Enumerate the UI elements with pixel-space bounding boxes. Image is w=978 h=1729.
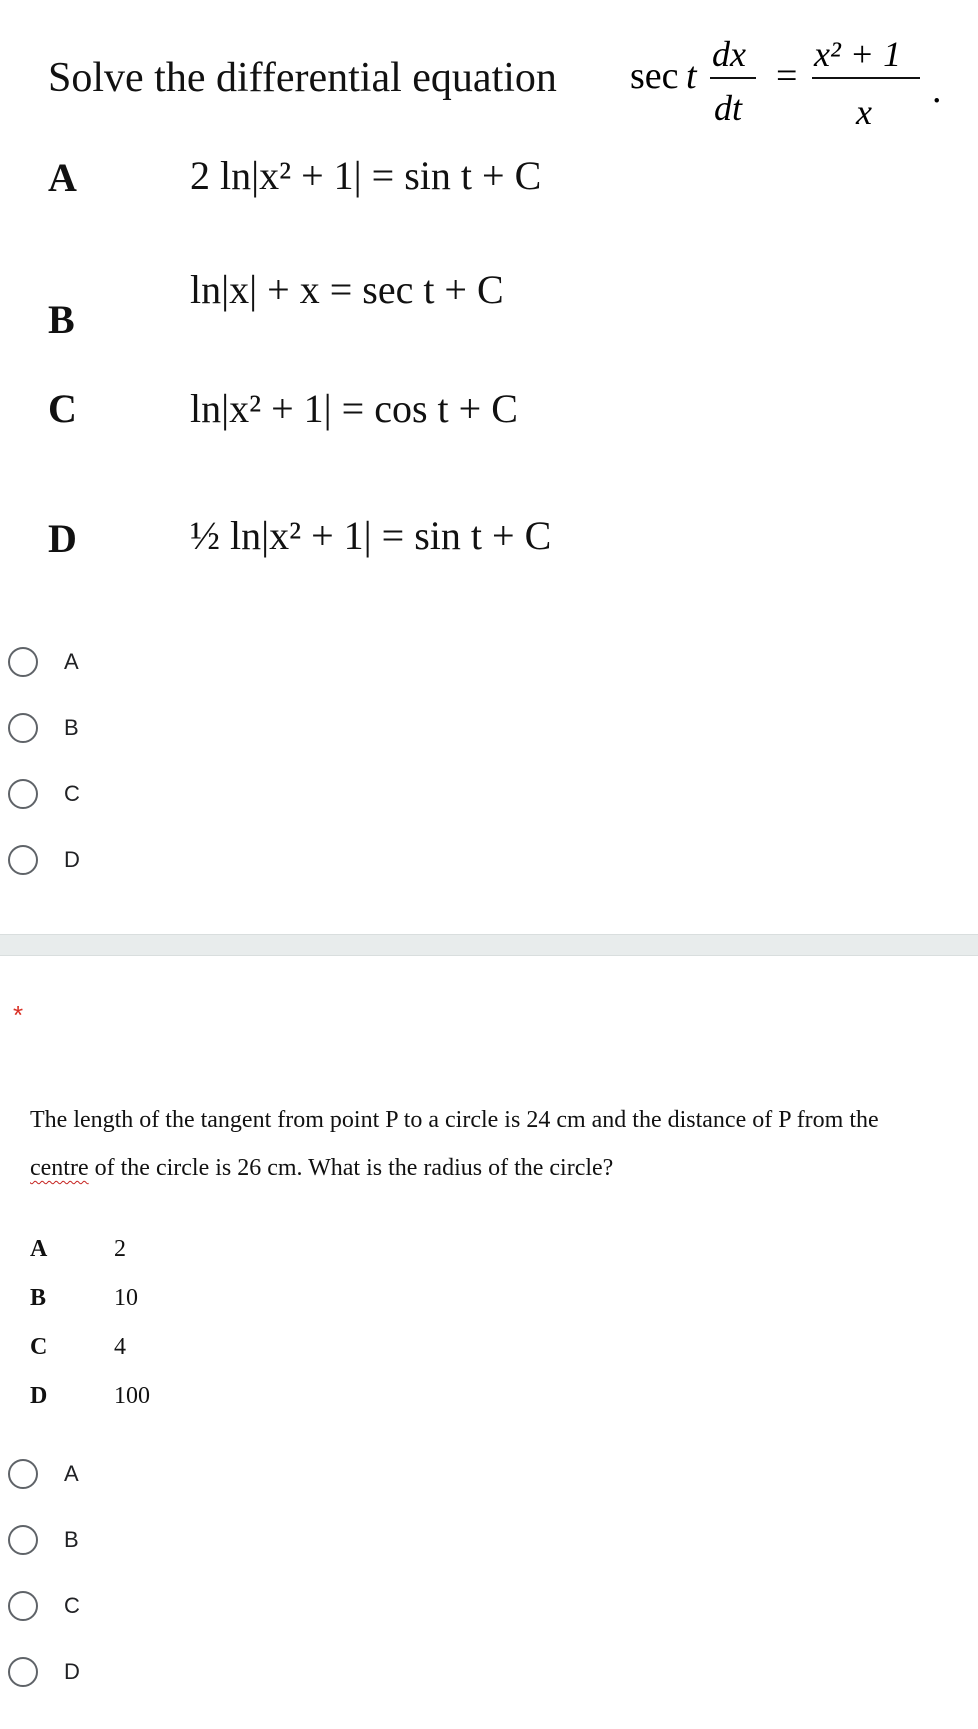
q1-option-letter-a: A (48, 155, 77, 200)
question-2-text (30, 1096, 970, 1192)
q1-option-letter-c: C (48, 386, 77, 431)
q2-radio-d[interactable] (8, 1652, 80, 1692)
q2-radio-c[interactable] (8, 1586, 80, 1626)
eq-equals: = (776, 55, 798, 97)
radio-label: A (64, 1461, 79, 1486)
radio-label: D (64, 847, 80, 872)
q2-option-a (30, 1236, 126, 1263)
radio-label: C (64, 781, 80, 806)
q2-option-value: 100 (114, 1383, 150, 1409)
q1-option-expr-d: ½ ln|x² + 1| = sin t + C (190, 513, 552, 558)
q1-radio-b[interactable] (8, 708, 79, 748)
q2-option-c (30, 1334, 126, 1361)
q2-radio-b[interactable] (8, 1520, 79, 1560)
q2-option-b (30, 1285, 138, 1312)
q1-option-expr-a: 2 ln|x² + 1| = sin t + C (190, 153, 542, 198)
radio-circle-icon[interactable] (8, 779, 38, 809)
q2-option-letter: B (30, 1285, 47, 1311)
q1-option-expr-c: ln|x² + 1| = cos t + C (190, 386, 518, 431)
radio-label: D (64, 1659, 80, 1684)
radio-circle-icon[interactable] (8, 1525, 38, 1555)
q2-option-letter: D (30, 1383, 48, 1409)
spellcheck-word: centre (30, 1155, 89, 1181)
radio-label: B (64, 715, 79, 740)
eq-dx: dx (712, 34, 746, 74)
radio-circle-icon[interactable] (8, 713, 38, 743)
eq-dt: dt (714, 88, 743, 128)
question-1-equation (628, 22, 968, 142)
radio-circle-icon[interactable] (8, 845, 38, 875)
radio-circle-icon[interactable] (8, 647, 38, 677)
eq-t: t (686, 55, 697, 97)
required-marker: * (13, 1000, 24, 1030)
radio-label: C (64, 1593, 80, 1618)
q1-radio-d[interactable] (8, 840, 80, 880)
radio-label: B (64, 1527, 79, 1552)
q2-text-line2-rest: of the circle is 26 cm. What is the radius of the circle? (88, 1155, 614, 1181)
radio-circle-icon[interactable] (8, 1657, 38, 1687)
q2-text-line1: The length of the tangent from point P to a circle is 24 cm and the distance of P from the (30, 1107, 879, 1133)
q1-option-letter-b: B (48, 297, 75, 342)
q2-option-letter: C (30, 1334, 48, 1360)
q2-option-value: 2 (114, 1236, 126, 1262)
q2-option-d (30, 1383, 150, 1410)
q1-option-expr-b: ln|x| + x = sec t + C (190, 267, 504, 312)
eq-sec: sec (630, 55, 679, 97)
radio-label: A (64, 649, 79, 674)
question-separator (0, 934, 978, 956)
radio-circle-icon[interactable] (8, 1591, 38, 1621)
q1-option-letter-d: D (48, 516, 77, 561)
q1-radio-c[interactable] (8, 774, 80, 814)
eq-rhs-den: x (856, 92, 872, 132)
q2-option-value: 4 (114, 1334, 126, 1360)
q2-text-line2 (30, 1144, 970, 1192)
eq-period: . (932, 69, 942, 111)
q1-radio-a[interactable] (8, 642, 79, 682)
radio-circle-icon[interactable] (8, 1459, 38, 1489)
q2-option-letter: A (30, 1236, 48, 1262)
q2-radio-a[interactable] (8, 1454, 79, 1494)
question-1-title: Solve the differential equation (48, 55, 557, 101)
q2-option-value: 10 (114, 1285, 138, 1311)
eq-rhs-num: x² + 1 (814, 34, 902, 74)
